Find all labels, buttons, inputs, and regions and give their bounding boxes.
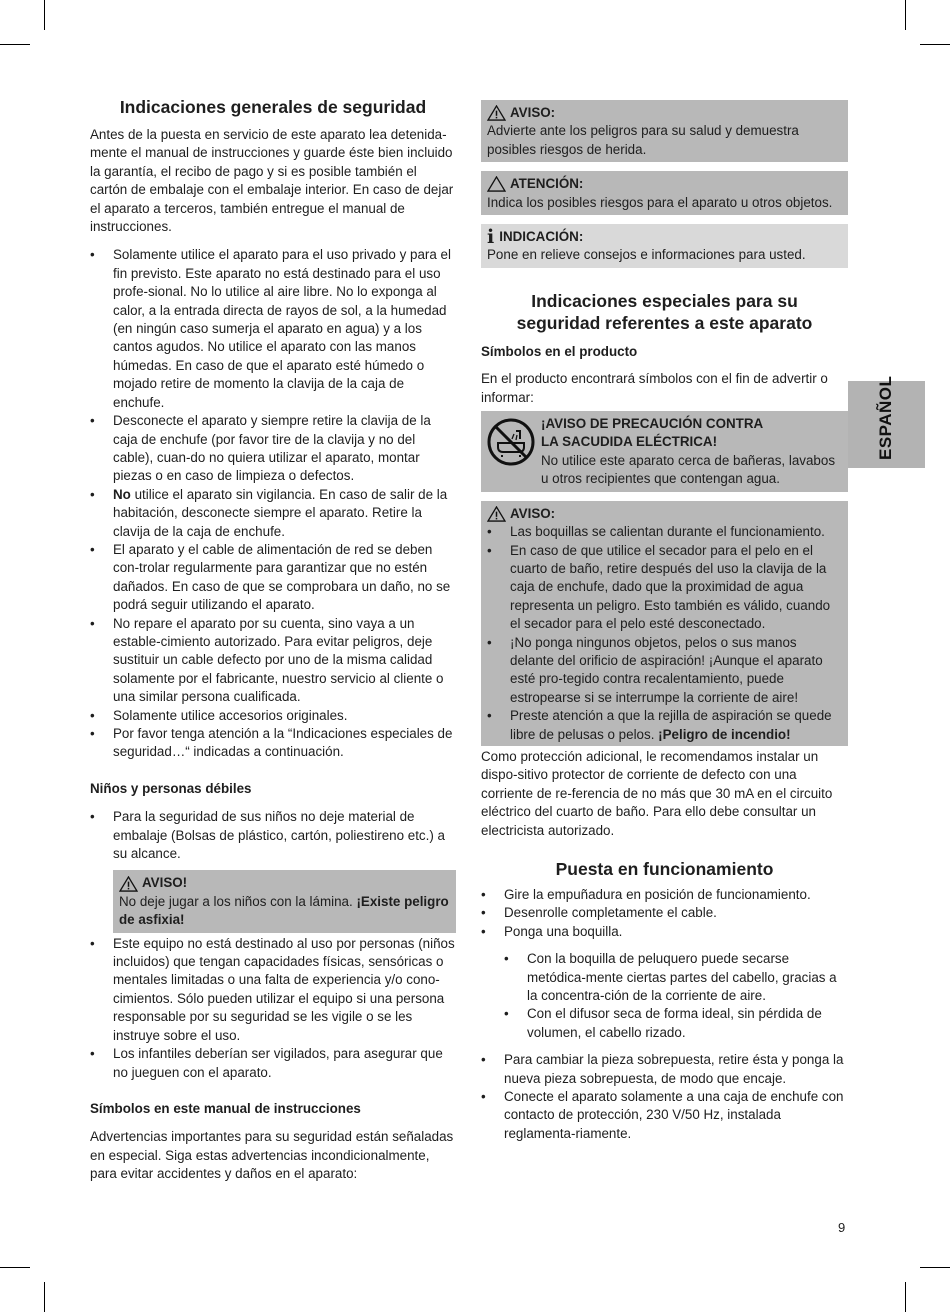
legend-aviso-text: Advierte ante los peligros para su salud y demuestra posibles riesgos de herida. xyxy=(487,123,799,157)
warning-box-text: No deje jugar a los niños con la lámina. ¡Existe peligro de asfixia! xyxy=(119,893,449,928)
electric-shock-warning-box xyxy=(481,411,848,492)
warning-aviso-list xyxy=(487,523,842,744)
list-item-text: utilice el aparato sin vigilancia. En caso de salir de la habitación, desconecte siempre el aparato. Retire la clavija de la caja de enchufe. xyxy=(113,486,448,539)
section-title-general-safety: Indicaciones generales de seguridad xyxy=(119,97,427,117)
section-title-operation: Puesta en funcionamiento xyxy=(555,859,774,879)
list-item: • Para la seguridad de sus niños no deje material de embalaje (Bolsas de plástico, cartón, poliestireno etc.) a su alcance. xyxy=(90,808,456,863)
legend-indicacion-text: Pone en relieve consejos e informaciones para usted. xyxy=(487,247,806,263)
children-bullet-list xyxy=(90,808,456,863)
crop-mark xyxy=(905,0,906,30)
legend-box-aviso xyxy=(481,100,848,162)
crop-mark xyxy=(44,1282,45,1312)
heading-manual-symbols: Símbolos en este manual de instrucciones xyxy=(90,1100,361,1116)
list-item: • En caso de que utilice el secador para el pelo en el cuarto de baño, retire después del uso la clavija de la caja de enchufe, dado que la proximidad de agua representa un peligro. Esto también es válido, cuando el secador para el pelo esté desconectado. xyxy=(487,542,842,634)
warning-aviso-title: AVISO: xyxy=(510,505,556,521)
heading-product-symbols: Símbolos en el producto xyxy=(481,343,638,359)
warning-triangle-icon xyxy=(487,506,506,522)
intro-paragraph: Antes de la puesta en servicio de este aparato lea detenida-mente el manual de instrucciones y guarde éste bien incluido la garantía, el recibo de pago y si es posible también el cartón de embalaje con el embalaje interior. En caso de dejar el aparato a terceros, también entregue el manual de instrucciones. xyxy=(90,127,454,235)
crop-mark xyxy=(44,0,45,30)
legend-aviso-title: AVISO: xyxy=(510,105,556,120)
list-item: • Con la boquilla de peluquero puede secarse metódica-mente ciertas partes del cabello, gracias a la concentra-ción de la corriente de aire. xyxy=(504,950,848,1005)
warning-box-foil xyxy=(113,870,456,932)
list-item: • Desenrolle completamente el cable. xyxy=(481,904,848,922)
list-item: • Conecte el aparato solamente a una caja de enchufe con contacto de protección, 230 V/50 Hz, instalada reglamenta-riamente. xyxy=(481,1088,848,1143)
safety-bullet-list xyxy=(90,246,456,761)
left-column xyxy=(90,96,456,1184)
info-icon: i xyxy=(487,226,495,249)
list-item: • Con el difusor seca de forma ideal, sin pérdida de volumen, el cabello rizado. xyxy=(504,1005,848,1042)
list-item: • No repare el aparato por su cuenta, sino vaya a un estable-cimiento autorizado. Para evitar peligros, deje sustituir un cable defecto por uno de la misma calidad solamente por el fabricante, nuestro servicio al cliente o una similar persona cualificada. xyxy=(90,615,456,707)
list-item: • Por favor tenga atención a la “Indicaciones especiales de seguridad…“ indicadas a continuación. xyxy=(90,725,456,762)
electric-shock-title-2: LA SACUDIDA ELÉCTRICA! xyxy=(541,434,718,450)
protection-paragraph: Como protección adicional, le recomendamos instalar un dispo-sitivo protector de corriente de defecto con una corriente de re-ferencia de no más que 30 mA en el circuito eléctrico del cuarto de baño. Para ello debe consultar un electricista autorizado. xyxy=(481,748,833,838)
operation-bullet-list xyxy=(481,886,848,941)
list-item: • Los infantiles deberían ser vigilados, para asegurar que no jueguen con el aparato. xyxy=(90,1045,456,1082)
language-tab xyxy=(848,375,925,468)
heading-children: Niños y personas débiles xyxy=(90,780,252,796)
electric-shock-title-1: ¡AVISO DE PRECAUCIÓN CONTRA xyxy=(541,416,764,432)
list-item: • Solamente utilice el aparato para el uso privado y para el fin previsto. Este aparato no está destinado para el uso profe-sional. No lo utilice al aire libre. No lo exponga al calor, a la entrada directa de rayos de sol, a la humedad (en ningún caso sumerja el aparato en agua) y a los cantos agudos. No utilice el aparato con las manos húmedas. En caso de que el aparato esté húmedo o mojado retire de momento la clavija de la caja de enchufe. xyxy=(90,246,456,412)
list-item: • Para cambiar la pieza sobrepuesta, retire ésta y ponga la nueva pieza sobrepuesta, de modo que encaje. xyxy=(481,1051,848,1088)
legend-atencion-text: Indica los posibles riesgos para el aparato u otros objetos. xyxy=(487,194,833,210)
bold-no: No xyxy=(113,486,131,502)
operation-bullet-list-2 xyxy=(481,1051,848,1143)
legend-indicacion-title: INDICACIÓN: xyxy=(499,229,584,245)
section-title-special-safety: Indicaciones especiales para su seguridad referentes a este aparato xyxy=(516,290,813,333)
crop-mark xyxy=(0,1267,30,1268)
legend-atencion-title: ATENCIÓN: xyxy=(510,176,584,192)
legend-box-atencion xyxy=(481,171,848,215)
list-item: • Desconecte el aparato y siempre retire la clavija de la caja de enchufe (por favor tire de la clavija y no del cable), cuan-do no quiera utilizar el aparato, montar piezas o en caso de limpieza o defectos. xyxy=(90,412,456,486)
list-item: • ¡No ponga ningunos objetos, pelos o sus manos delante del orificio de aspiración! ¡Aunque el aparato esté pro-tegido contra recalentamiento, puede estropearse si se interrumpe la corriente de aire! xyxy=(487,634,842,708)
warning-triangle-icon xyxy=(119,876,138,892)
list-item: • Gire la empuñadura en posición de funcionamiento. xyxy=(481,886,848,904)
product-symbols-paragraph: En el producto encontrará símbolos con el fin de advertir o informar: xyxy=(481,371,828,405)
list-item xyxy=(90,486,456,541)
list-item: • Este equipo no está destinado al uso por personas (niños incluidos) que tengan capacidades físicas, sensóricas o mentales limitadas o una falta de experiencia y/o cono-cimientos. Sólo pueden utilizar el equipo si una persona responsable por su seguridad se les vigile o se les instruye sobre el uso. xyxy=(90,935,456,1045)
list-item: • Ponga una boquilla. xyxy=(481,923,848,941)
fire-danger-bold: ¡Peligro de incendio! xyxy=(658,726,791,742)
list-item: • Preste atención a que la rejilla de aspiración se quede libre de pelusas o pelos. ¡Peligro de incendio! xyxy=(487,707,842,744)
crop-mark xyxy=(0,44,30,45)
list-item: • Las boquillas se calientan durante el funcionamiento. xyxy=(487,523,842,541)
manual-symbols-paragraph: Advertencias importantes para su seguridad están señaladas en especial. Siga estas advertencias incondicionalmente, para evitar accidentes y daños en el aparato: xyxy=(90,1129,454,1182)
electric-shock-body: No utilice este aparato cerca de bañeras, lavabos u otros recipientes que contengan agua. xyxy=(541,452,836,487)
electric-shock-text xyxy=(541,415,842,489)
warning-box-title: AVISO! xyxy=(119,874,450,892)
operation-sub-bullet-list xyxy=(504,950,848,1042)
caution-triangle-icon xyxy=(487,176,506,192)
crop-mark xyxy=(920,1267,950,1268)
no-bath-icon-wrap xyxy=(481,415,541,489)
crop-mark xyxy=(920,44,950,45)
children-bullet-list-2 xyxy=(90,935,456,1082)
no-bathtub-icon xyxy=(486,417,536,467)
right-column xyxy=(481,100,848,1143)
list-item: • El aparato y el cable de alimentación de red se deben con-trolar regularmente para garantizar que no estén dañados. En caso de que se comprobara un daño, no se podrá seguir utilizando el aparato. xyxy=(90,541,456,615)
crop-mark xyxy=(905,1282,906,1312)
language-tab-label: ESPAÑOL xyxy=(876,375,895,460)
legend-box-indicacion xyxy=(481,224,848,268)
warning-box-aviso xyxy=(481,501,848,746)
page-number: 9 xyxy=(838,1220,846,1235)
warning-triangle-icon xyxy=(487,105,506,121)
list-item: • Solamente utilice accesorios originales. xyxy=(90,707,456,725)
